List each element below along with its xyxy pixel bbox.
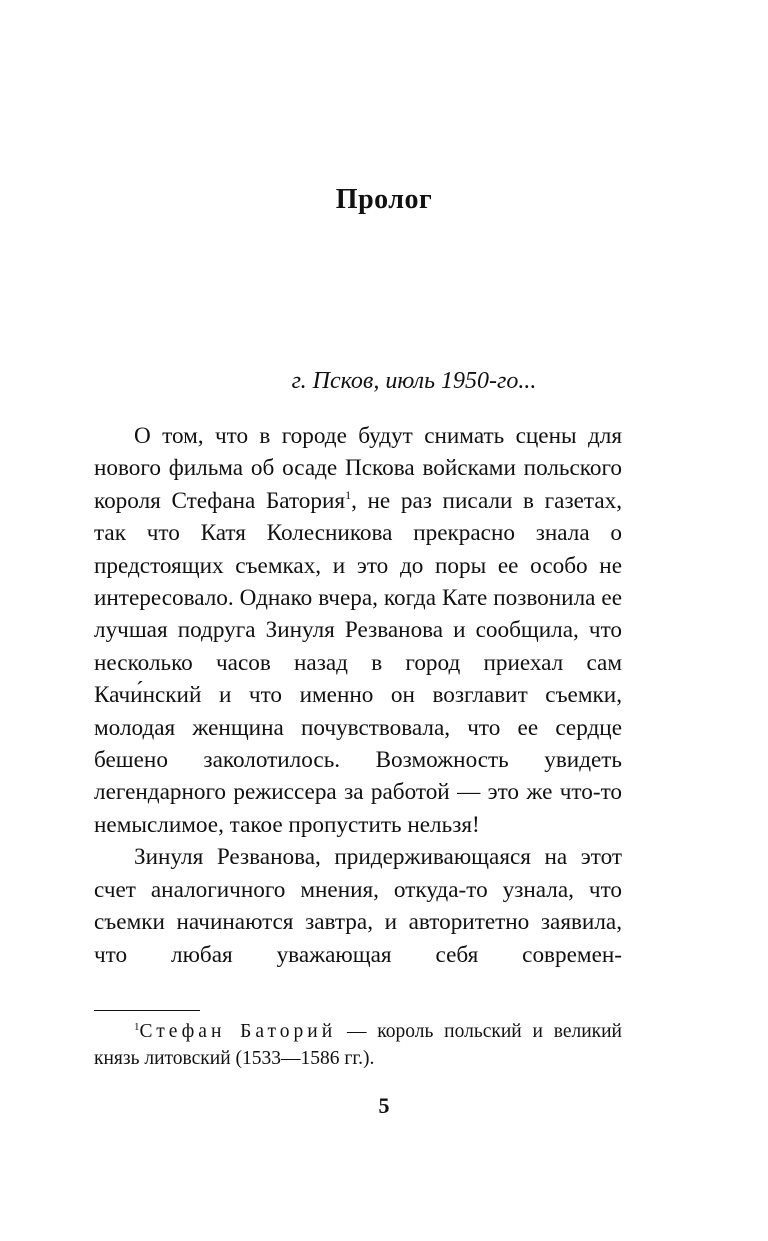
paragraph-1 — [94, 420, 622, 841]
paragraph-2: Зинуля Резванова, придерживающаяся на этот счет аналогичного мнения, откуда-то узнала, что съемки начинаются завтра, и авторитетно заявила, что любая уважающая себя современ- — [94, 844, 622, 968]
chapter-title: Пролог — [335, 184, 433, 215]
footnote-term: Стефан Баторий — [139, 1021, 337, 1042]
footnote-divider — [94, 1010, 200, 1011]
footnote-mark: 1 — [134, 1021, 140, 1033]
main-text — [94, 420, 622, 971]
footnote — [94, 1018, 622, 1072]
paragraph-1-start: О том, что в городе будут снимать сцены для нового фильма об осаде Пскова войсками польского короля Стефана Батория — [94, 423, 622, 514]
epigraph-text: г. Псков, июль 1950-го... — [291, 368, 537, 394]
page-number: 5 — [378, 1093, 390, 1118]
footnote-definition: — король польский и великий князь литовский (1533—1586 гг.). — [94, 1021, 622, 1069]
paragraph-1-end: , не раз писали в газетах, так что Катя Колесникова прекрасно знала о предстоящих съемках, и это до поры ее особо не интересовало. Однако вчера, когда Кате позвонила ее лучшая подруга Зинуля Резванова и сообщила, что несколько часов назад в город приехал сам Качи́нский и что именно он возглавит съемки, молодая женщина почувствовала, что ее сердце бешено заколотилось. Возможность увидеть легендарного режиссера за работой — это же что-то немыслимое, такое пропустить нельзя! — [94, 487, 623, 838]
footnote-text — [94, 1018, 622, 1072]
chapter-epigraph — [0, 368, 768, 395]
footnote-reference: 1 — [345, 487, 352, 502]
